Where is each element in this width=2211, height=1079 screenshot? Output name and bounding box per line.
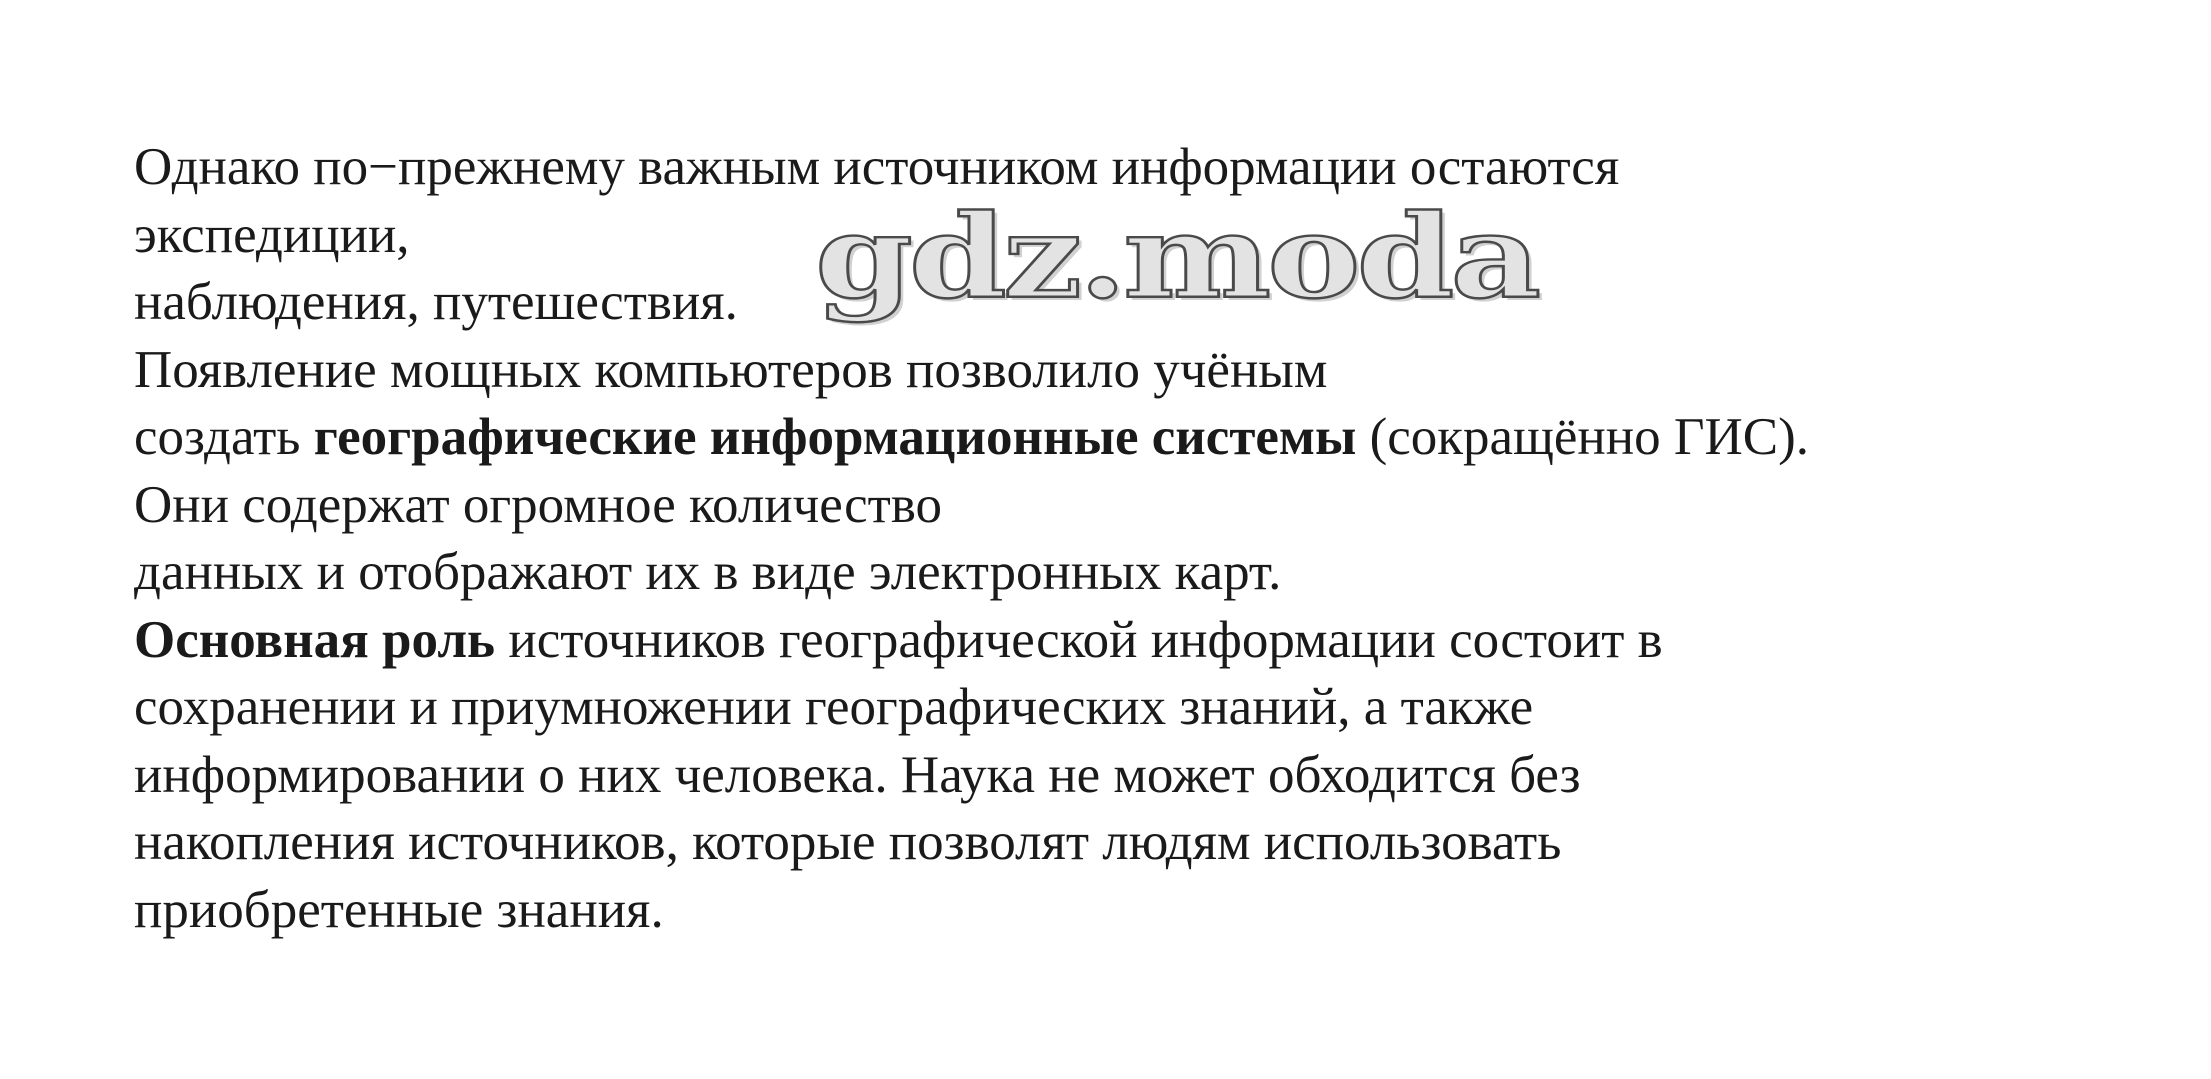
text-line: Однако по−прежнему важным источником информации остаются [134, 138, 1620, 196]
bold-term-gis: географические информационные системы [313, 408, 1357, 466]
text-line: наблюдения, путешествия. [134, 273, 738, 331]
text-fragment: источников географической информации состоит в [495, 610, 1663, 669]
text-line: экспедиции, [134, 205, 410, 264]
text-line: Появление мощных компьютеров позволило учёным [134, 340, 1328, 399]
text-fragment: (сокращённо ГИС). [1356, 408, 1810, 466]
text-line: данных и отображают их в виде электронных карт. [134, 543, 1282, 601]
text-fragment: создать [134, 408, 314, 466]
text-line-gis [134, 404, 2134, 472]
watermark-logo: gdz.moda [815, 190, 1538, 325]
text-line: накопления источников, которые позволят людям использовать [134, 813, 1562, 871]
text-line: информировании о них человека. Наука не может обходится без [134, 745, 1581, 804]
text-line: сохранении и приумножении географических знаний, а также [134, 678, 1534, 736]
bold-term-role: Основная роль [134, 610, 496, 669]
text-line: Они содержат огромное количество [134, 475, 942, 534]
text-line-role [134, 607, 2134, 675]
text-line: приобретенные знания. [134, 880, 664, 939]
